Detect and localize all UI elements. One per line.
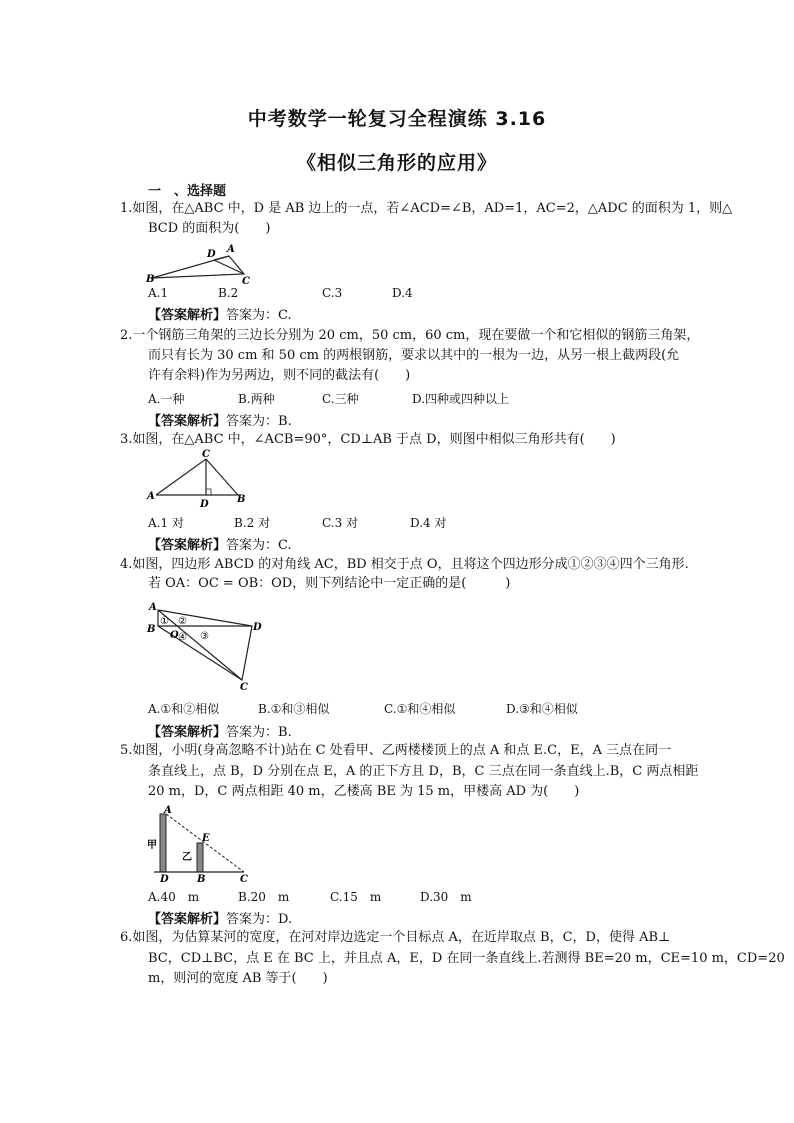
answer-tag: 【答案解析】 [148, 912, 227, 927]
q3-label-a: A [147, 491, 155, 502]
section-heading: 一 、选择题 [148, 184, 227, 199]
q2-option-c: C.三种 [322, 392, 359, 406]
q5-line-1: 5.如图，小明(身高忽略不计)站在 C 处看甲、乙两楼楼顶上的点 A 和点 E.C，E，A 三点在同一 [120, 743, 672, 758]
q4-line-1: 4.如图，四边形 ABCD 的对角线 AC，BD 相交于点 O，且将这个四边形分成①②③④四个三角形. [120, 557, 689, 572]
answer-tag: 【答案解析】 [148, 725, 227, 740]
q4-option-a: A.①和②相似 [148, 702, 220, 716]
q1-label-a: A [227, 244, 235, 255]
q5-option-a: A.40 m [148, 890, 200, 904]
q5-answer [148, 908, 292, 927]
q6-line-3: m，则河的宽度 AB 等于( ) [148, 971, 328, 986]
q5-label-c: C [240, 874, 248, 884]
q1-label-c: C [242, 276, 250, 286]
q2-option-d: D.四种或四种以上 [412, 392, 510, 406]
q1-option-c: C.3 [322, 286, 343, 300]
q3-option-c: C.3 对 [322, 516, 359, 530]
q2-answer-text: 答案为：B. [226, 414, 292, 429]
q1-line-1: 1.如图，在△ABC 中，D 是 AB 边上的一点，若∠ACD=∠B，AD=1，AC=2，△ADC 的面积为 1，则△ [120, 201, 733, 216]
q3-figure [144, 448, 254, 512]
q6-line-1: 6.如图，为估算某河的宽度，在河对岸边选定一个目标点 A，在近岸取点 B，C，D，使得 AB⊥ [120, 930, 671, 945]
q1-answer [148, 304, 292, 323]
q3-label-b: B [237, 494, 246, 505]
q2-option-a: A.一种 [148, 392, 185, 406]
q4-option-c: C.①和④相似 [384, 702, 456, 716]
q3-label-c: C [202, 449, 210, 460]
q4-label-4: ④ [178, 632, 187, 643]
q5-option-b: B.20 m [238, 890, 290, 904]
q1-option-a: A.1 [148, 286, 169, 300]
q1-answer-text: 答案为：C. [226, 308, 292, 323]
q5-label-yi: 乙 [182, 852, 192, 863]
q1-figure [144, 240, 254, 286]
q1-label-b: B [146, 274, 155, 285]
q3-label-d: D [200, 499, 209, 510]
q4-label-2: ② [178, 616, 187, 627]
q1-option-b: B.2 [218, 286, 239, 300]
q3-answer [148, 534, 292, 553]
q3-answer-text: 答案为：C. [226, 538, 292, 553]
q6-line-2: BC，CD⊥BC，点 E 在 BC 上，并且点 A，E，D 在同一条直线上.若测得 BE=20 m，CE=10 m，CD=20 [148, 951, 785, 966]
q2-line-3: 许有余料)作为另两边，则不同的截法有( ) [148, 368, 411, 383]
q4-label-a: A [149, 602, 157, 613]
q5-label-d: D [160, 874, 169, 884]
q4-answer [148, 721, 292, 740]
q1-option-d: D.4 [392, 286, 413, 300]
q2-answer [148, 410, 292, 429]
q5-label-jia: 甲 [147, 840, 157, 851]
q4-label-d: D [253, 622, 262, 633]
q5-label-e: E [202, 833, 210, 844]
q1-label-d: D [207, 249, 216, 260]
q5-label-a: A [164, 805, 172, 816]
q5-answer-text: 答案为：D. [226, 912, 293, 927]
q5-label-b: B [197, 874, 206, 884]
q4-figure [144, 598, 274, 690]
answer-tag: 【答案解析】 [148, 414, 227, 429]
q4-option-b: B.①和③相似 [258, 702, 330, 716]
q4-label-b: B [147, 624, 156, 635]
q4-label-3: ③ [200, 631, 209, 642]
q5-option-d: D.30 m [420, 890, 472, 904]
q3-line-1: 3.如图，在△ABC 中，∠ACB=90°，CD⊥AB 于点 D，则图中相似三角形共有( ) [120, 432, 616, 447]
q2-option-b: B.两种 [238, 392, 275, 406]
page-subtitle: 《相似三角形的应用》 [296, 152, 497, 174]
q2-line-1: 2.一个钢筋三角架的三边长分别为 20 cm，50 cm，60 cm，现在要做一个和它相似的钢筋三角架， [120, 328, 700, 343]
page-title: 中考数学一轮复习全程演练 3.16 [247, 108, 547, 130]
q4-answer-text: 答案为：B. [226, 725, 292, 740]
q4-label-c: C [240, 682, 248, 690]
q3-option-d: D.4 对 [410, 516, 447, 530]
q4-label-1: ① [160, 616, 169, 627]
q4-line-2: 若 OA：OC = OB：OD，则下列结论中一定正确的是( ) [148, 576, 511, 591]
q1-line-2: BCD 的面积为( ) [148, 221, 271, 236]
q3-option-b: B.2 对 [234, 516, 271, 530]
answer-tag: 【答案解析】 [148, 538, 227, 553]
q2-line-2: 而只有长为 30 cm 和 50 cm 的两根钢筋，要求以其中的一根为一边，从另一根上截两段(允 [148, 348, 680, 363]
q3-option-a: A.1 对 [148, 516, 184, 530]
q5-line-2: 条直线上，点 B，D 分别在点 E，A 的正下方且 D，B，C 三点在同一条直线上.B，C 两点相距 [148, 764, 699, 779]
q5-figure [144, 802, 264, 884]
q5-option-c: C.15 m [330, 890, 382, 904]
q4-label-o: O [170, 630, 179, 641]
answer-tag: 【答案解析】 [148, 308, 227, 323]
q4-option-d: D.③和④相似 [506, 702, 578, 716]
q5-line-3: 20 m，D，C 两点相距 40 m，乙楼高 BE 为 15 m，甲楼高 AD 为( ) [148, 784, 580, 799]
